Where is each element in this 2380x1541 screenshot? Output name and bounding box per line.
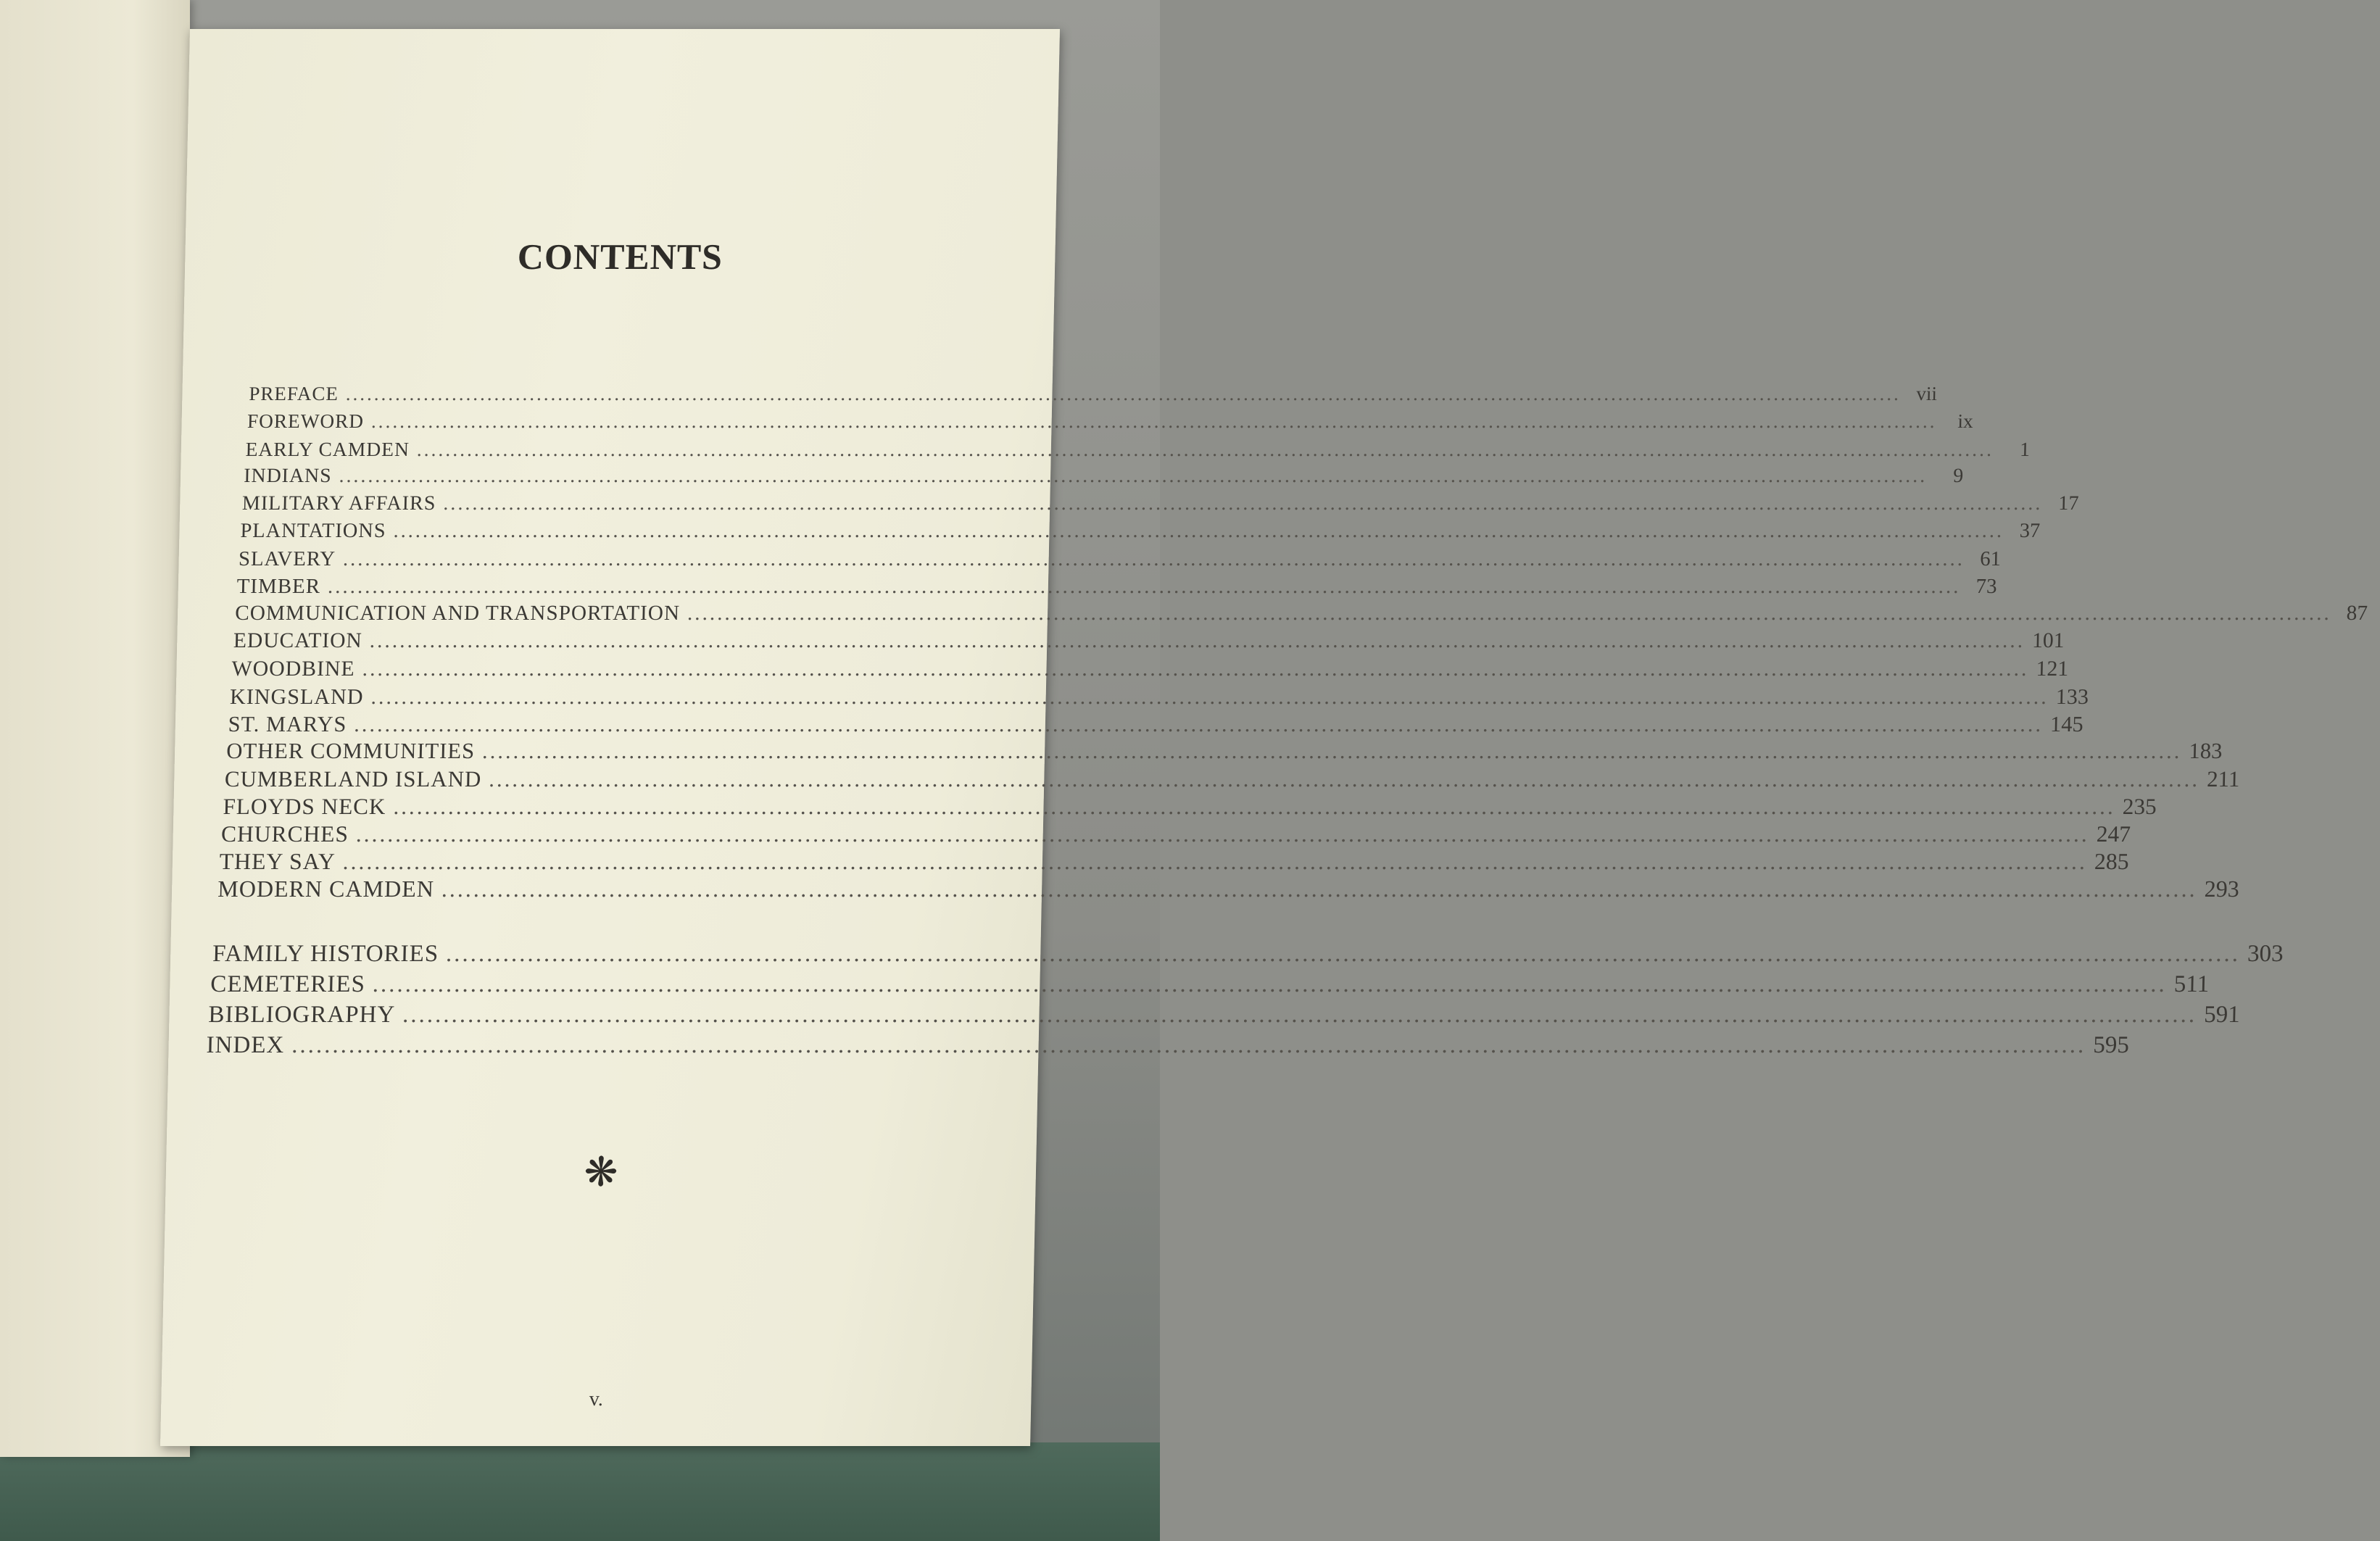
toc-entry-label: INDEX [206, 1032, 285, 1058]
toc-entry [246, 410, 1973, 433]
toc-entry-label: KINGSLAND [229, 684, 364, 709]
toc-entry-page: 511 [2173, 971, 2210, 997]
toc-entry-page: 101 [2031, 629, 2065, 653]
dot-leader: ............................................................................................................................................................................................................................ [372, 971, 2168, 997]
toc-entry-page: ix [1957, 410, 1973, 432]
toc-entry-label: CHURCHES [220, 821, 349, 847]
dot-leader: ............................................................................................................................................................................................................................ [370, 684, 2049, 709]
toc-entry-page: 121 [2036, 657, 2069, 681]
table-of-contents [160, 29, 2368, 1446]
toc-entry-page: 247 [2096, 821, 2131, 847]
toc-entry [228, 711, 2084, 737]
toc-entry-page: 591 [2203, 1002, 2241, 1028]
dot-leader: ............................................................................................................................................................................................................................ [355, 821, 2090, 847]
toc-entry [243, 465, 1964, 488]
toc-entry-label: FOREWORD [246, 410, 365, 432]
toc-entry-page: 37 [2019, 520, 2041, 542]
toc-entry [245, 437, 2031, 461]
dot-leader: ............................................................................................................................................................................................................................ [393, 794, 2116, 819]
toc-entry [236, 574, 1997, 599]
facing-page [0, 0, 190, 1457]
asterisk-ornament: ❋ [583, 1150, 619, 1195]
toc-entry [241, 492, 2079, 515]
toc-entry-label: SLAVERY [238, 547, 336, 570]
toc-entry [208, 1002, 2241, 1029]
toc-entry-label: OTHER COMMUNITIES [225, 739, 476, 764]
toc-entry [219, 848, 2130, 875]
dot-leader: ............................................................................................................................................................................................................................ [339, 465, 1928, 488]
page-title: CONTENTS [517, 236, 723, 277]
dot-leader: ............................................................................................................................................................................................................................ [481, 739, 2182, 764]
toc-entry-label: WOODBINE [231, 657, 356, 681]
dot-leader: ............................................................................................................................................................................................................................ [354, 711, 2044, 736]
toc-entry-page: 595 [2092, 1032, 2130, 1058]
dot-leader: ............................................................................................................................................................................................................................ [327, 574, 1961, 598]
toc-entry [225, 739, 2223, 764]
toc-entry-label: CUMBERLAND ISLAND [224, 766, 482, 792]
toc-entry [231, 657, 2069, 681]
dot-leader: ............................................................................................................................................................................................................................ [443, 492, 2043, 515]
dot-leader: ............................................................................................................................................................................................................................ [291, 1032, 2086, 1058]
toc-entry-label: FLOYDS NECK [223, 794, 386, 819]
toc-entry-label: CEMETERIES [210, 971, 366, 997]
toc-entry [220, 821, 2131, 847]
toc-entry-label: PREFACE [249, 383, 339, 404]
toc-entry-page: 9 [1952, 465, 1964, 488]
dot-leader: ............................................................................................................................................................................................................................ [402, 1002, 2197, 1028]
toc-entry [233, 629, 2065, 653]
toc-entry-page: 73 [1975, 574, 1997, 598]
dot-leader: ............................................................................................................................................................................................................................ [342, 547, 1965, 570]
dot-leader: ............................................................................................................................................................................................................................ [445, 941, 2241, 967]
dot-leader: ............................................................................................................................................................................................................................ [416, 437, 1994, 460]
toc-entry-label: EARLY CAMDEN [245, 437, 410, 460]
toc-entry-label: BIBLIOGRAPHY [208, 1002, 396, 1028]
book-page [160, 29, 2368, 1446]
dot-leader: ............................................................................................................................................................................................................................ [393, 520, 2004, 542]
toc-entry [238, 547, 2002, 571]
toc-entry-label: FAMILY HISTORIES [212, 941, 439, 967]
toc-entry-label: COMMUNICATION AND TRANSPORTATION [234, 602, 681, 626]
dot-leader: ............................................................................................................................................................................................................................ [342, 848, 2088, 874]
toc-entry-label: THEY SAY [219, 848, 336, 874]
dot-leader: ............................................................................................................................................................................................................................ [345, 383, 1902, 404]
toc-entry [234, 602, 2368, 626]
toc-entry-page: 211 [2206, 766, 2240, 792]
toc-entry-label: TIMBER [236, 574, 321, 598]
toc-entry-page: 285 [2094, 848, 2130, 874]
toc-entry-label: PLANTATIONS [240, 520, 386, 542]
toc-entry-page: 1 [2019, 437, 2031, 460]
toc-entry-label: MODERN CAMDEN [217, 876, 435, 902]
dot-leader: ............................................................................................................................................................................................................................ [362, 657, 2029, 681]
toc-entry [249, 383, 1938, 405]
dot-leader: ............................................................................................................................................................................................................................ [369, 629, 2026, 653]
toc-entry-label: MILITARY AFFAIRS [241, 492, 436, 515]
toc-entry-page: 61 [1979, 547, 2002, 570]
toc-entry-page: 133 [2055, 684, 2089, 709]
dot-leader: ............................................................................................................................................................................................................................ [441, 876, 2198, 902]
toc-entry [240, 520, 2041, 543]
toc-entry-page: 293 [2204, 876, 2240, 902]
toc-entry-label: INDIANS [243, 465, 332, 488]
toc-entry-page: vii [1916, 383, 1938, 404]
toc-entry-page: 145 [2049, 711, 2084, 736]
toc-entry-label: ST. MARYS [228, 711, 347, 736]
dot-leader: ............................................................................................................................................................................................................................ [370, 410, 1937, 432]
toc-entry [217, 876, 2240, 902]
toc-entry-page: 183 [2189, 739, 2223, 764]
toc-entry-page: 303 [2247, 941, 2284, 967]
toc-entry-page: 87 [2346, 602, 2368, 626]
toc-entry-page: 235 [2122, 794, 2157, 819]
toc-entry-page: 17 [2058, 492, 2079, 515]
dot-leader: ............................................................................................................................................................................................................................ [488, 766, 2200, 792]
toc-entry [223, 794, 2157, 820]
page-number: v. [589, 1388, 604, 1411]
book-cover-edge [0, 1442, 1160, 1541]
toc-entry [229, 684, 2089, 710]
toc-entry [210, 971, 2210, 998]
toc-entry-label: EDUCATION [233, 629, 363, 653]
toc-entry [206, 1032, 2130, 1059]
dot-leader: ............................................................................................................................................................................................................................ [687, 602, 2332, 626]
toc-entry [224, 766, 2240, 792]
toc-entry [212, 941, 2284, 968]
